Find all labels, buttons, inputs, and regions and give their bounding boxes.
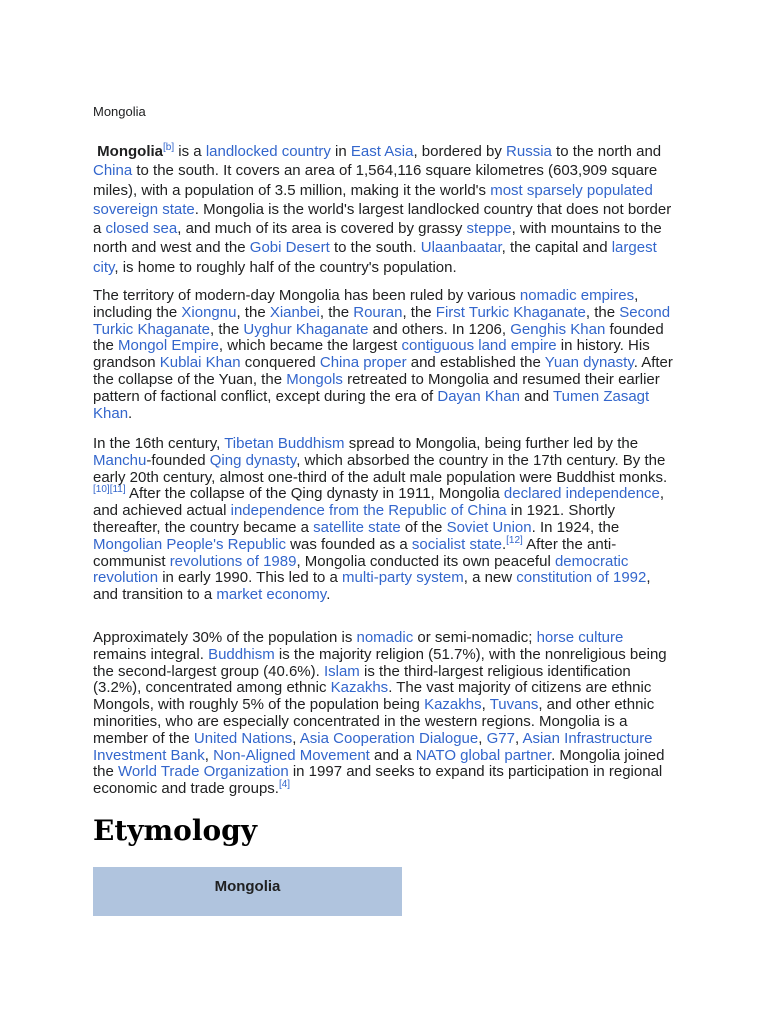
link-rouran[interactable]: Rouran [353, 303, 403, 321]
text: , [481, 696, 490, 714]
link-independence-from-roc[interactable]: independence from the Republic of China [230, 502, 507, 520]
link-tumen-zasagt-khan[interactable]: Tumen Zasagt Khan [93, 387, 650, 422]
link-mongolian-peoples-republic[interactable]: Mongolian People's Republic [93, 535, 286, 553]
demographics-paragraph [93, 630, 675, 798]
link-uyghur-khaganate[interactable]: Uyghur Khaganate [243, 320, 369, 338]
text: , a new [463, 569, 517, 587]
text: . [128, 404, 133, 422]
link-buddhism[interactable]: Buddhism [208, 645, 275, 663]
link-tibetan-buddhism[interactable]: Tibetan Buddhism [224, 435, 345, 452]
text: , [292, 729, 300, 747]
text: After the collapse of the Qing dynasty in 1911, Mongolia [125, 485, 504, 503]
text: to the north and [551, 143, 662, 160]
text: , bordered by [413, 143, 507, 160]
footnote-link[interactable]: [12] [506, 534, 523, 546]
link-second-turkic-khaganate[interactable]: Second Turkic Khaganate [93, 303, 671, 338]
text: , [204, 746, 214, 764]
text: . In 1924, the [531, 518, 620, 536]
history-paragraph [93, 288, 675, 422]
link-market-economy[interactable]: market economy [216, 586, 327, 604]
link-china-proper[interactable]: China proper [319, 354, 407, 372]
page-title: Mongolia [93, 104, 146, 119]
text: was founded as a [286, 535, 412, 553]
infobox-header [93, 867, 402, 916]
link-nomadic-empires[interactable]: nomadic empires [519, 287, 635, 304]
text: and others. In 1206, [368, 320, 511, 338]
footnote-ref[interactable] [506, 535, 523, 546]
link-satellite-state[interactable]: satellite state [313, 518, 401, 536]
lead-paragraph [93, 142, 675, 277]
text: In the 16th century, [93, 435, 225, 452]
link-islam[interactable]: Islam [323, 662, 360, 680]
link-mongol-empire[interactable]: Mongol Empire [118, 337, 219, 355]
text: -founded [146, 451, 210, 469]
text: retreated to Mongolia and resumed their earlier pattern of factional conflict, except during the era of [93, 370, 660, 405]
infobox-title: Mongolia [214, 878, 281, 895]
text: or semi-nomadic; [413, 629, 537, 646]
link-g77[interactable]: G77 [486, 729, 515, 747]
text: , which became the largest [218, 337, 402, 355]
link-declared-independence[interactable]: declared independence [503, 485, 660, 503]
link-qing-dynasty[interactable]: Qing dynasty [209, 451, 297, 469]
link-democratic-revolution[interactable]: democratic revolution [93, 552, 629, 587]
text: , and transition to a [93, 569, 651, 604]
link-steppe[interactable]: steppe [466, 220, 512, 238]
text: , the capital and [501, 239, 612, 257]
text: . Mongolia joined the [93, 746, 665, 781]
link-united-nations[interactable]: United Nations [193, 729, 293, 747]
text: of the [400, 518, 447, 536]
text: . The vast majority of citizens are ethnic Mongols, with roughly 5% of the population being [93, 679, 652, 714]
text: . [326, 586, 331, 604]
text: , which absorbed the country in the 17th century. By the early 20th century, almost one-third of the adult male population were Buddhist monks. [93, 451, 668, 486]
link-ulaanbaatar[interactable]: Ulaanbaatar [420, 239, 502, 257]
footnote-ref[interactable] [279, 779, 290, 790]
link-multi-party-system[interactable]: multi-party system [342, 569, 464, 587]
text: to the south. It covers an area of 1,564,116 square kilometres (603,909 square miles), with a population of 3.5 million, making it the world's [93, 162, 658, 199]
text: and [519, 387, 554, 405]
footnote-ref[interactable] [93, 484, 126, 495]
text: . Mongolia is the world's largest landlocked country that does not border a [93, 200, 672, 238]
text: in early 1990. This led to a [158, 569, 343, 587]
text: founded the [93, 320, 664, 355]
text: to the south. [329, 239, 421, 257]
link-constitution-of-1992[interactable]: constitution of 1992 [516, 569, 647, 587]
link-gobi-desert[interactable]: Gobi Desert [249, 239, 330, 257]
link-largest-city[interactable]: largest city [93, 239, 657, 276]
text: , [478, 729, 487, 747]
text: , and other ethnic minorities, who are especially concentrated in the western regions. Mongolia is a member of the [93, 696, 655, 747]
text: in 1921. Shortly thereafter, the country became a [93, 502, 616, 536]
link-mongols[interactable]: Mongols [286, 370, 343, 388]
text: , with mountains to the north and west and the [93, 220, 662, 257]
lead-bold-title: Mongolia [97, 143, 163, 160]
link-xiongnu[interactable]: Xiongnu [181, 303, 237, 321]
footnote-ref[interactable] [163, 142, 174, 153]
link-non-aligned-movement[interactable]: Non-Aligned Movement [213, 746, 370, 764]
text: Approximately 30% of the population is [93, 629, 357, 646]
modern-history-paragraph [93, 436, 675, 604]
footnote-link[interactable]: [11] [109, 484, 126, 496]
text: , [514, 729, 523, 747]
text: is a [174, 143, 206, 160]
link-world-trade-organization[interactable]: World Trade Organization [118, 763, 289, 781]
link-manchu[interactable]: Manchu [93, 451, 147, 469]
text: in [330, 143, 351, 160]
text: After the anti-communist [93, 535, 617, 570]
text: , the [236, 303, 270, 321]
link-xianbei[interactable]: Xianbei [269, 303, 320, 321]
link-most-sparsely-populated[interactable]: most sparsely populated sovereign state [93, 181, 653, 218]
link-contiguous-land-empire[interactable]: contiguous land empire [401, 337, 557, 355]
text: The territory of modern-day Mongolia has been ruled by various [93, 287, 520, 304]
link-kazakhs-2[interactable]: Kazakhs [424, 696, 482, 714]
link-russia[interactable]: Russia [506, 143, 552, 160]
link-revolutions-of-1989[interactable]: revolutions of 1989 [169, 552, 297, 570]
text: , the [585, 303, 620, 321]
link-nato-global-partner[interactable]: NATO global partner [415, 746, 552, 764]
text: , the [402, 303, 436, 321]
text: remains integral. [93, 645, 209, 663]
text: and established the [406, 354, 545, 372]
link-asia-cooperation-dialogue[interactable]: Asia Cooperation Dialogue [299, 729, 479, 747]
text: . After the collapse of the Yuan, the [93, 354, 673, 388]
text: conquered [240, 354, 320, 372]
text: , is home to roughly half of the country's population. [114, 258, 457, 276]
link-tuvans[interactable]: Tuvans [489, 696, 539, 714]
section-heading-etymology: Etymology [93, 814, 258, 847]
footnote-link[interactable]: [10] [93, 484, 110, 496]
link-aiib[interactable]: Asian Infrastructure Investment Bank [93, 729, 653, 764]
link-dayan-khan[interactable]: Dayan Khan [437, 387, 520, 405]
text: , and much of its area is covered by grassy [177, 220, 467, 238]
footnote-link[interactable]: [4] [278, 779, 291, 791]
text: , the [319, 303, 354, 321]
text: and a [369, 746, 416, 764]
text: , the [210, 320, 244, 338]
text: . [501, 535, 507, 553]
link-genghis-khan[interactable]: Genghis Khan [510, 320, 606, 338]
text: , and achieved actual [93, 485, 665, 520]
text: is the third-largest religious identification (3.2%), concentrated among ethnic [93, 662, 631, 697]
link-kazakhs[interactable]: Kazakhs [330, 679, 389, 697]
text: in 1997 and seeks to expand its participation in regional economic and trade groups. [93, 763, 663, 798]
link-east-asia[interactable]: East Asia [350, 143, 414, 160]
link-kublai-khan[interactable]: Kublai Khan [159, 354, 241, 372]
link-socialist-state[interactable]: socialist state [411, 535, 502, 553]
link-china[interactable]: China [93, 162, 133, 180]
link-yuan-dynasty[interactable]: Yuan dynasty [544, 354, 634, 372]
link-landlocked-country[interactable]: landlocked country [205, 143, 331, 160]
link-soviet-union[interactable]: Soviet Union [446, 518, 532, 536]
text: , Mongolia conducted its own peaceful [296, 552, 555, 570]
text: is the majority religion (51.7%), with the nonreligious being the second-largest group (40.6%). [93, 645, 667, 680]
text: , including the [93, 287, 639, 321]
link-nomadic[interactable]: nomadic [356, 629, 414, 646]
text: in history. His grandson [93, 337, 650, 372]
footnote-link[interactable]: [b] [163, 142, 175, 153]
link-horse-culture[interactable]: horse culture [536, 629, 624, 646]
text: spread to Mongolia, being further led by the [344, 435, 639, 452]
link-first-turkic-khaganate[interactable]: First Turkic Khaganate [435, 303, 586, 321]
link-closed-sea[interactable]: closed sea [105, 220, 178, 238]
